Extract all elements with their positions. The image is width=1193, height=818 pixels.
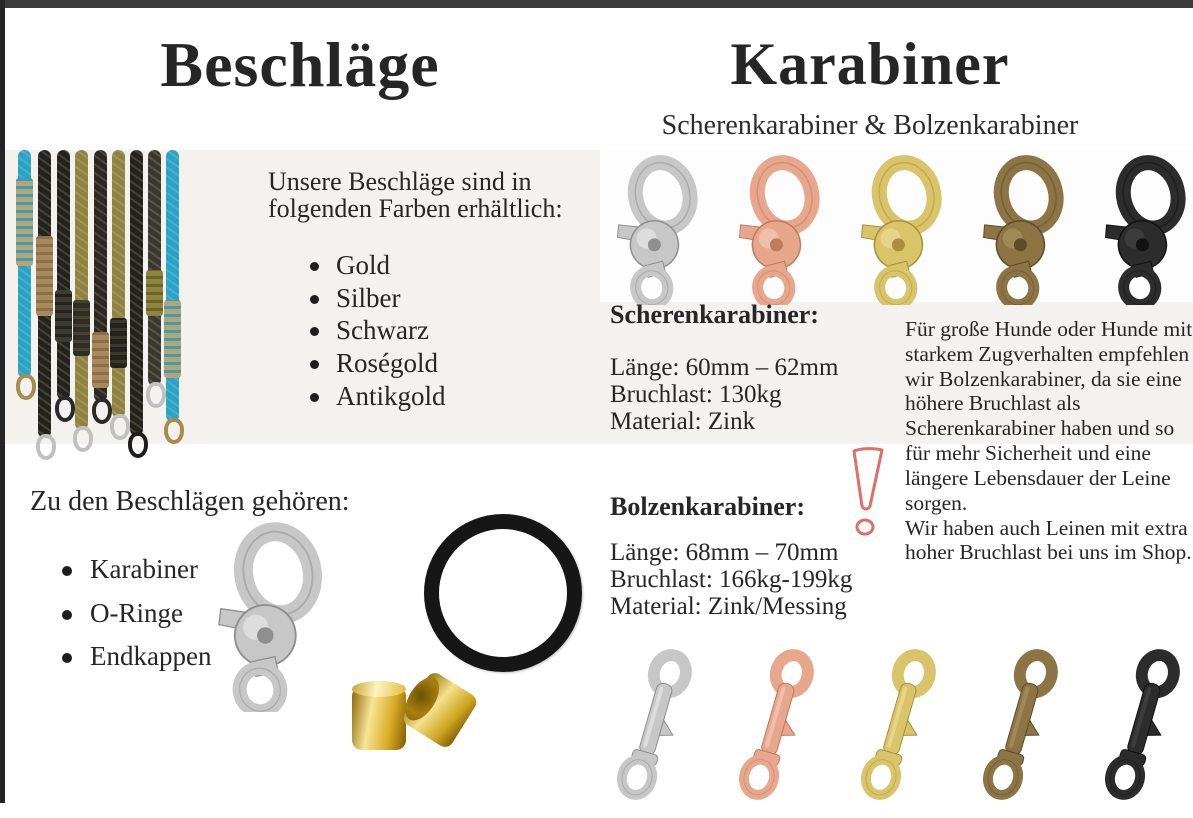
spec-line: Länge: 60mm – 62mm [610,354,839,381]
end-cap-image-tilted [400,670,479,751]
bolzenkarabiner-specs [610,540,940,620]
spec-line: Material: Zink [610,407,756,435]
bolzenkarabiner-image-antikgold [969,645,1073,813]
rope-wrap [16,178,33,266]
includes-heading: Zu den Beschlägen gehören: [30,486,350,517]
colors-intro-block [268,168,588,413]
colors-intro-text: Unsere Beschläge sind in folgenden Farben erhältlich: [268,167,563,224]
bolzenkarabiner-image-rosegold [725,645,829,813]
advice-paragraph [905,317,1193,565]
rope-hook [146,382,166,408]
color-list-item: Schwarz [308,314,588,347]
o-ring-image [424,514,582,672]
trigger-snap-antikgold [968,155,1084,305]
page-title-karabiner: Karabiner [730,31,1010,97]
rope-hook [36,434,56,460]
scherenkarabiner-image-schwarz [1090,155,1193,305]
karabiner-subtitle: Scherenkarabiner & Bolzenkarabiner [661,110,1079,141]
color-list-item: Roségold [308,347,588,380]
rope-wrap [55,290,72,342]
end-cap-image-upright [352,688,406,750]
scherenkarabiner-image-antikgold [968,155,1084,305]
rope-hook [16,374,36,400]
includes-list-item: Karabiner [60,548,211,592]
scherenkarabiner-image-rosegold [724,155,840,305]
rope [166,150,179,422]
spec-line: Bruchlast: 130kg [610,380,782,408]
rope-wrap [110,318,127,368]
rope [112,150,125,418]
rope-hook [128,432,148,458]
rope [75,150,88,430]
rope [57,150,70,400]
leash-ropes-image [8,150,208,444]
rope-wrap [73,300,90,356]
scherenkarabiner-heading: Scherenkarabiner: [610,300,819,329]
bolzenkarabiner-image-silber [603,645,707,813]
bolzenkarabiner-heading: Bolzenkarabiner: [610,492,805,521]
scherenkarabiner-image-gold [846,155,962,305]
trigger-snap-gold [846,155,962,305]
advice-text-2: Wir haben auch Leinen mit extra hoher Bruchlast bei uns im Shop. [905,515,1192,565]
includes-list-item: O-Ringe [60,592,211,636]
scherenkarabiner-specs [610,355,930,435]
trigger-snap-silber [602,155,718,305]
trigger-snap-schwarz [1090,155,1193,305]
exclamation-icon [842,444,894,549]
includes-list [60,548,211,679]
frame-border-top [0,0,1193,8]
bolzenkarabiner-image-gold [847,645,951,813]
rope-hook [55,396,75,422]
color-list-item: Silber [308,282,588,315]
bolt-snap-schwarz [1091,645,1193,813]
rope-hook [164,418,184,444]
spec-line: Material: Zink/Messing [610,592,847,620]
bolt-snap-antikgold [969,645,1073,813]
trigger-snap-image-large-silver [198,522,348,712]
rope [94,150,107,402]
bolt-snap-gold [847,645,951,813]
color-list-item: Antikgold [308,380,588,413]
spec-line: Bruchlast: 166kg-199kg [610,565,853,593]
rope-wrap [146,270,163,316]
rope [130,150,143,436]
rope-wrap [92,332,109,388]
page-title-beschlaege: Beschläge [160,29,440,100]
advice-text-1: Für große Hunde oder Hunde mit starkem Zugverhalten empfehlen wir Bolzenkarabiner, da sie eine höhere Bruchlast als Scherenkarabiner haben und so für mehr Sicherheit und eine längere Lebensdauer der Leine sorgen. [905,317,1193,515]
bolt-snap-silber [603,645,707,813]
color-list-item: Gold [308,249,588,282]
colors-list [308,249,588,414]
scherenkarabiner-image-silber [602,155,718,305]
trigger-snap-silber [198,522,348,712]
includes-list-item: Endkappen [60,635,211,679]
bolt-snap-rosegold [725,645,829,813]
rope [18,150,31,378]
rope [38,150,51,438]
frame-border-left [0,0,5,803]
rope-hook [92,398,112,424]
rope-wrap [164,300,181,378]
trigger-snap-rosegold [724,155,840,305]
rope [148,150,161,386]
spec-line: Länge: 68mm – 70mm [610,539,839,566]
rope-hook [110,414,130,440]
bolzenkarabiner-image-schwarz [1091,645,1193,813]
rope-hook [73,426,93,452]
rope-wrap [36,236,53,316]
